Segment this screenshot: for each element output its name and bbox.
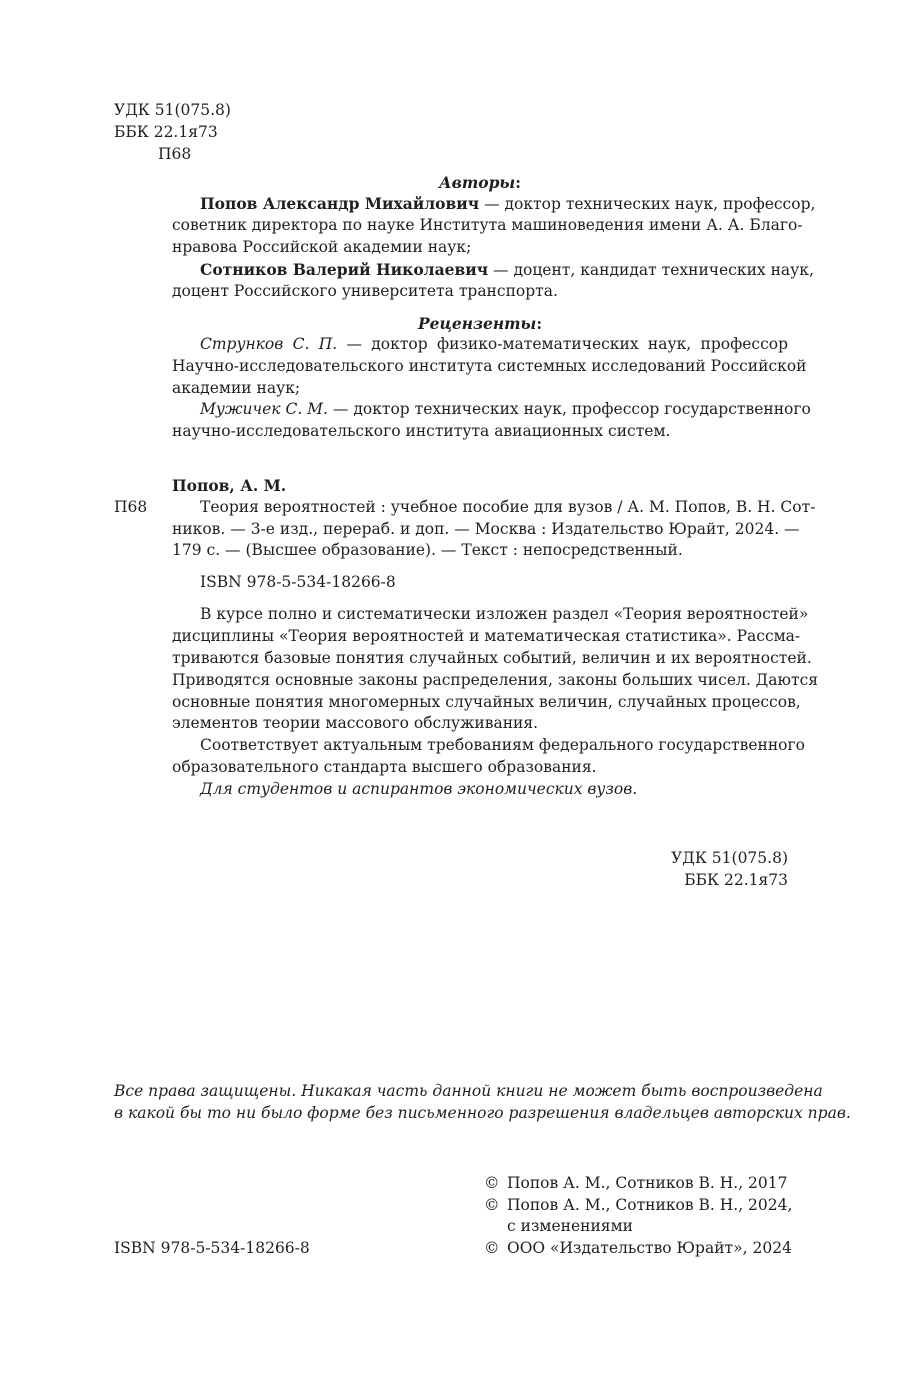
rights-line-2: в какой бы то ни было форме без письменного разрешения владельцев авторских прав.: [114, 1104, 851, 1122]
reviewers-heading-text: Рецензенты: [417, 314, 537, 333]
abstract-p2-line-1: Соответствует актуальным требованиям федерального государственного: [200, 736, 805, 754]
reviewers-heading-colon: :: [536, 314, 543, 333]
reviewer-2-name: Мужичек С. М.: [200, 400, 328, 418]
copyright-1: Попов А. М., Сотников В. Н., 2017: [507, 1174, 788, 1192]
copyright-symbol-1: ©: [484, 1174, 500, 1192]
author-2-desc: — доцент, кандидат технических наук,: [488, 261, 814, 279]
author-1-line-2: советник директора по науке Института машиноведения имени А. А. Благо-: [172, 216, 803, 234]
abstract-p1-line-6: элементов теории массового обслуживания.: [172, 714, 539, 732]
author-mark: П68: [158, 145, 192, 163]
reviewer-1-name: Струнков С. П.: [200, 335, 338, 353]
bib-line-3: 179 с. — (Высшее образование). — Текст : непосредственный.: [172, 541, 683, 559]
bib-line-1: Теория вероятностей : учебное пособие для вузов / А. М. Попов, В. Н. Сот-: [200, 498, 816, 516]
authors-heading: [172, 172, 788, 195]
author-1-name: Попов Александр Михайлович: [200, 194, 480, 213]
udk-code: УДК 51(075.8): [114, 101, 231, 119]
abstract-p1-line-2: дисциплины «Теория вероятностей и математическая статистика». Рассма-: [172, 627, 801, 645]
copyright-3: ООО «Издательство Юрайт», 2024: [507, 1239, 792, 1257]
copyright-symbol-2: ©: [484, 1196, 500, 1214]
reviewer-2-desc: — доктор технических наук, профессор государственного: [327, 400, 811, 418]
author-1-line-3: нравова Российской академии наук;: [172, 238, 472, 256]
udk-code-right: УДК 51(075.8): [671, 849, 788, 867]
reviewer-1-line-2: Научно-исследовательского института системных исследований Российской: [172, 357, 807, 375]
abstract-p1-line-1: В курсе полно и систематически изложен раздел «Теория вероятностей»: [200, 605, 809, 623]
bib-code: П68: [114, 498, 148, 516]
copyright-2-line-1: Попов А. М., Сотников В. Н., 2024,: [507, 1196, 793, 1214]
author-1-desc: — доктор технических наук, профессор,: [479, 195, 816, 213]
author-2-name: Сотников Валерий Николаевич: [200, 260, 489, 279]
reviewers-heading: [172, 313, 788, 336]
reviewer-1-line-3: академии наук;: [172, 379, 301, 397]
reviewer-1-desc: — доктор физико-математических наук, профессор: [337, 335, 789, 353]
author-1-line-1: [200, 193, 816, 216]
abstract-p2-line-2: образовательного стандарта высшего образования.: [172, 758, 597, 776]
bib-isbn: ISBN 978-5-534-18266-8: [200, 573, 396, 591]
authors-heading-colon: :: [515, 173, 521, 192]
bib-author: Попов, А. М.: [172, 476, 287, 495]
bottom-isbn: ISBN 978-5-534-18266-8: [114, 1239, 310, 1257]
bib-line-2: ников. — 3-е изд., перераб. и доп. — Москва : Издательство Юрайт, 2024. —: [172, 520, 800, 538]
author-2-line-1: [200, 259, 814, 282]
authors-heading-text: Авторы: [439, 173, 516, 192]
reviewer-1-line-1: [200, 334, 788, 356]
abstract-p1-line-5: основные понятия многомерных случайных величин, случайных процессов,: [172, 693, 801, 711]
copyright-2-line-2: с изменениями: [507, 1217, 633, 1235]
author-2-line-2: доцент Российского университета транспорта.: [172, 282, 558, 300]
bbk-code-right: ББК 22.1я73: [684, 871, 788, 889]
rights-line-1: Все права защищены. Никакая часть данной книги не может быть воспроизведена: [114, 1082, 823, 1100]
abstract-audience: Для студентов и аспирантов экономических вузов.: [200, 780, 638, 798]
bbk-code: ББК 22.1я73: [114, 123, 218, 141]
reviewer-2-line-1: [200, 399, 811, 421]
copyright-symbol-3: ©: [484, 1239, 500, 1257]
abstract-p1-line-4: Приводятся основные законы распределения, законы больших чисел. Даются: [172, 671, 819, 689]
abstract-p1-line-3: триваются базовые понятия случайных событий, величин и их вероятностей.: [172, 649, 812, 667]
reviewer-2-line-2: научно-исследовательского института авиационных систем.: [172, 422, 671, 440]
